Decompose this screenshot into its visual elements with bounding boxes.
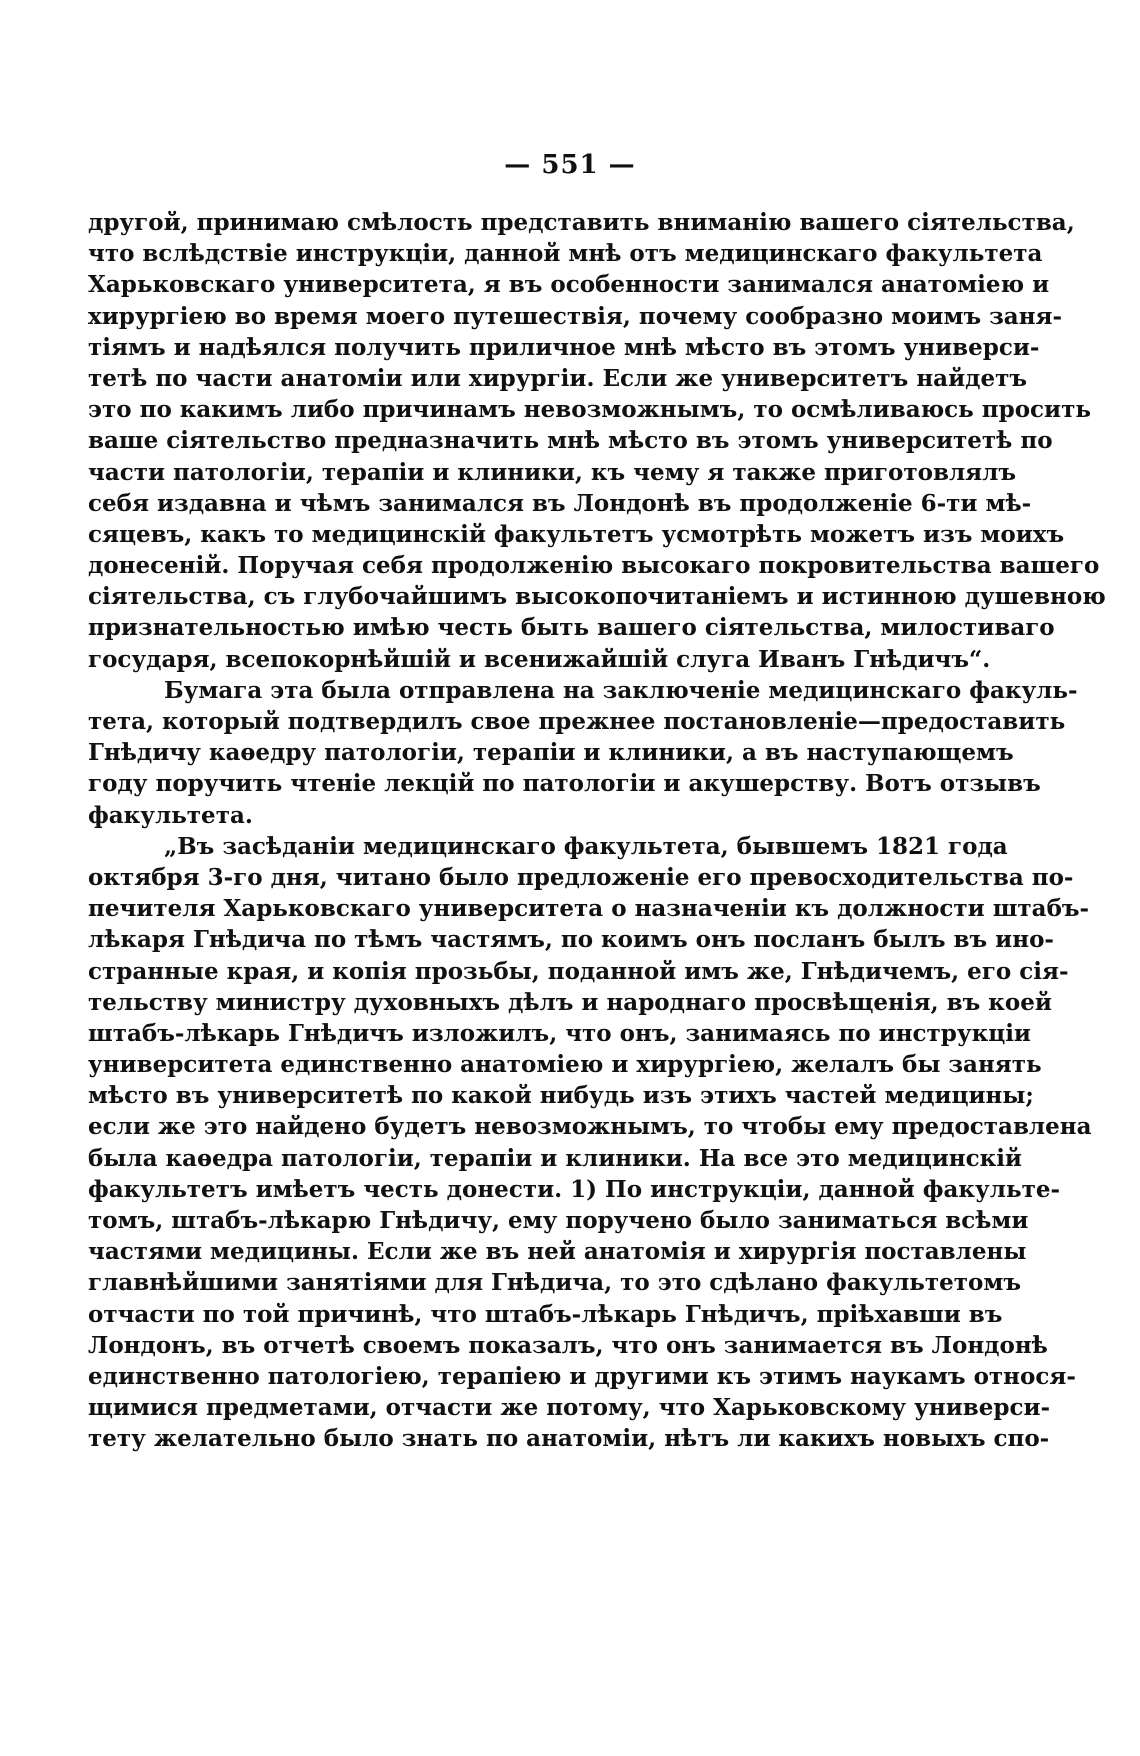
text-line: Гнѣдичу каѳедру патологiи, терапiи и клиники, а въ наступающемъ — [88, 739, 1014, 767]
text-line: странные края, и копiя прозьбы, поданной имъ же, Гнѣдичемъ, его сiя- — [88, 957, 1069, 985]
text-line: году поручить чтенiе лекцiй по патологiи и акушерству. Вотъ отзывъ — [88, 770, 1041, 798]
text-line: сiятельства, съ глубочайшимъ высокопочитанiемъ и истинною душевною — [88, 583, 1106, 611]
text-line: тельству министру духовныхъ дѣлъ и народнаго просвѣщенiя, въ коей — [88, 988, 1052, 1016]
text-line: это по какимъ либо причинамъ невозможнымъ, то осмѣливаюсь просить — [88, 396, 1091, 424]
text-line: отчасти по той причинѣ, что штабъ-лѣкарь Гнѣдичъ, прiѣхавши въ — [88, 1300, 1003, 1328]
text-line: тету желательно было знать по анатомiи, нѣтъ ли какихъ новыхъ спо- — [88, 1425, 1050, 1453]
text-line: что вслѣдствiе инструкцiи, данной мнѣ отъ медицинскаго факультета — [88, 240, 1043, 268]
text-line: тiямъ и надѣялся получить приличное мнѣ мѣсто въ этомъ универси- — [88, 333, 1040, 361]
text-line: щимися предметами, отчасти же потому, что Харьковскому универси- — [88, 1394, 1051, 1422]
text-line: главнѣйшими занятiями для Гнѣдича, то это сдѣлано факультетомъ — [88, 1269, 1022, 1297]
text-line: тета, который подтвердилъ свое прежнее постановленiе—предоставить — [88, 708, 1066, 735]
text-line: Лондонъ, въ отчетѣ своемъ показалъ, что онъ занимается въ Лондонѣ — [88, 1331, 1048, 1359]
text-line: Харьковскаго университета, я въ особенности занимался анатомiею и — [88, 271, 1050, 299]
text-line: признательностью имѣю честь быть вашего сiятельства, милостиваго — [88, 614, 1055, 642]
text-line: тетѣ по части анатомiи или хирургiи. Если же университетъ найдетъ — [88, 364, 1027, 392]
text-line: лѣкаря Гнѣдича по тѣмъ частямъ, по коимъ онъ посланъ былъ въ ино- — [88, 926, 1054, 954]
paragraph-1 — [88, 207, 1106, 675]
text-line: государя, всепокорнѣйшiй и всенижайшiй слуга Иванъ Гнѣдичъ“. — [88, 645, 991, 673]
text-line: была каѳедра патологiи, терапiи и клиники. На все это медицинскiй — [88, 1144, 1022, 1172]
text-line: единственно патологiею, терапiею и другими къ этимъ наукамъ относя- — [88, 1362, 1076, 1390]
text-line: себя издавна и чѣмъ занимался въ Лондонѣ въ продолженiе 6-ти мѣ- — [88, 489, 1032, 517]
text-line: если же это найдено будетъ невозможнымъ, то чтобы ему предоставлена — [88, 1113, 1092, 1141]
text-line: другой, принимаю смѣлость представить вниманiю вашего сiятельства, — [88, 209, 1075, 236]
text-line: печителя Харьковскаго университета о назначенiи къ должности штабъ- — [88, 895, 1090, 923]
paragraph-3 — [88, 831, 1092, 1455]
text-line: факультетъ имѣетъ честь донести. 1) По инструкцiи, данной факульте- — [88, 1175, 1061, 1203]
text-line: донесенiй. Поручая себя продолженiю высокаго покровительства вашего — [88, 552, 1100, 580]
text-line: октября 3-го дня, читано было предложенiе его превосходительства по- — [88, 863, 1074, 891]
text-line: сяцевъ, какъ то медицинскiй факультетъ усмотрѣть можетъ изъ моихъ — [88, 520, 1065, 548]
text-line: факультета. — [88, 801, 253, 829]
page-number: — 551 — — [504, 150, 636, 180]
text-line: университета единственно анатомiею и хирургiею, желалъ бы занять — [88, 1051, 1042, 1079]
text-line: мѣсто въ университетѣ по какой нибудь изъ этихъ частей медицины; — [88, 1082, 1034, 1110]
body-text — [88, 207, 1106, 1455]
text-line: части патологiи, терапiи и клиники, къ чему я также приготовлялъ — [88, 458, 1017, 486]
text-line: частями медицины. Если же въ ней анатомiя и хирургiя поставлены — [88, 1238, 1027, 1266]
text-line: томъ, штабъ-лѣкарю Гнѣдичу, ему поручено было заниматься всѣми — [88, 1207, 1029, 1234]
text-line: Бумага эта была отправлена на заключенiе медицинскаго факуль- — [164, 676, 1078, 704]
text-line: ваше сiятельство предназначить мнѣ мѣсто въ этомъ университетѣ по — [88, 427, 1053, 455]
text-line: хирургiею во время моего путешествiя, почему сообразно моимъ заня- — [88, 302, 1063, 330]
text-line: штабъ-лѣкарь Гнѣдичъ изложилъ, что онъ, занимаясь по инструкцiи — [88, 1019, 1031, 1047]
text-line: „Въ засѣданiи медицинскаго факультета, бывшемъ 1821 года — [164, 832, 1008, 860]
paragraph-2 — [88, 675, 1078, 831]
